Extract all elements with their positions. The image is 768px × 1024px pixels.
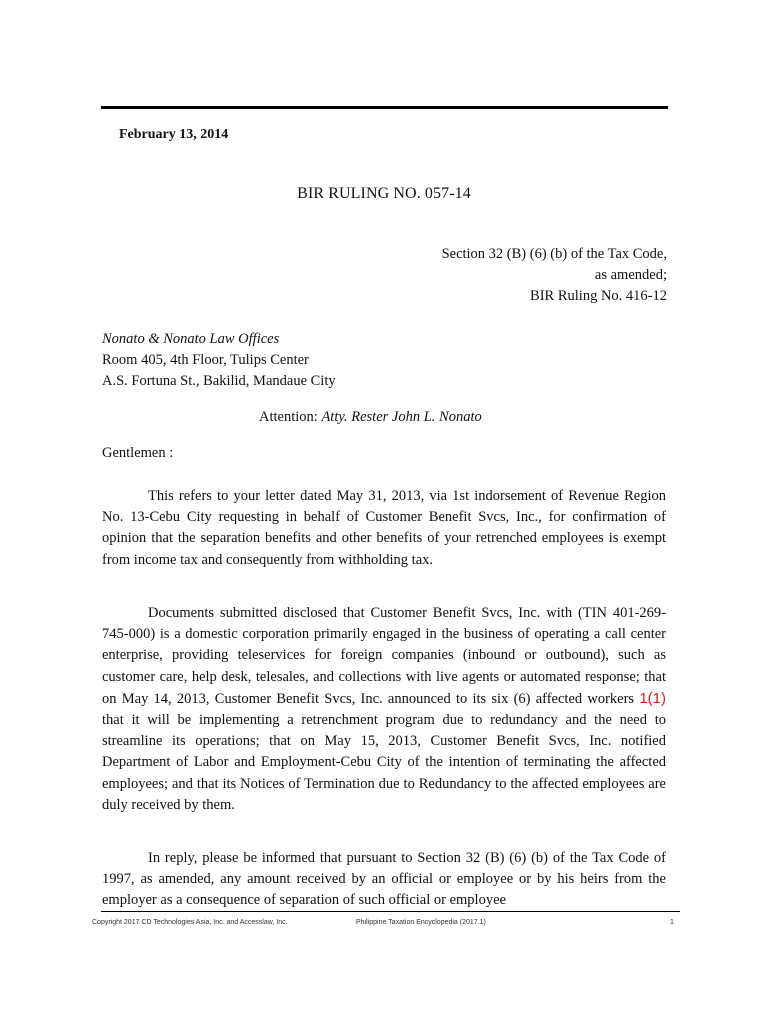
attention-line xyxy=(259,407,482,428)
attention-label: Attention: xyxy=(259,409,322,425)
footer-copyright: Copyright 2017 CD Technologies Asia, Inc. and Accesslaw, Inc. xyxy=(92,919,288,926)
subject-line: Section 32 (B) (6) (b) of the Tax Code, xyxy=(441,246,667,262)
subject-line: as amended; xyxy=(594,267,667,283)
ruling-date: February 13, 2014 xyxy=(119,127,229,142)
salutation: Gentlemen : xyxy=(102,445,174,461)
body-paragraph-3 xyxy=(102,848,666,912)
subject-reference xyxy=(267,244,667,307)
page-footer xyxy=(0,918,768,932)
ruling-title: BIR RULING NO. 057-14 xyxy=(297,185,471,202)
addressee-address-line: A.S. Fortuna St., Bakilid, Mandaue City xyxy=(102,373,336,389)
paragraph-text-part: that it will be implementing a retrenchment program due to redundancy and the need to streamline its operations; that on May 15, 2013, Customer Benefit Svcs, Inc. notified Department of Labor and Employment-Cebu City of the intention of terminating the affected employees; and that its Notices of Termination due to Redundancy to the affected employees are duly received by them. xyxy=(102,712,666,813)
footer-page-number: 1 xyxy=(670,919,674,926)
footer-publication: Philippine Taxation Encyclopedia (2017.1) xyxy=(356,919,486,926)
body-paragraph-1 xyxy=(102,486,666,571)
addressee-firm: Nonato & Nonato Law Offices xyxy=(102,331,280,347)
paragraph-text: This refers to your letter dated May 31, 2013, via 1st indorsement of Revenue Region No. 13-Cebu City requesting in behalf of Customer Benefit Svcs, Inc., for confirmation of opinion that the separation benefits and other benefits of your retrenched employees is exempt from income tax and consequently from withholding tax. xyxy=(102,488,666,568)
paragraph-text: In reply, please be informed that pursuant to Section 32 (B) (6) (b) of the Tax Code of 1997, as amended, any amount received by an official or employee or by his heirs from the employer as a consequence of separation of such official or employee xyxy=(102,850,666,909)
paragraph-text-part: Documents submitted disclosed that Customer Benefit Svcs, Inc. with (TIN 401-269-745-000) is a domestic corporation primarily engaged in the business of operating a call center enterprise, providing teleservices for foreign companies (inbound or outbound), such as customer care, help desk, telesales, and collections with live agents or automated response; that on May 14, 2013, Customer Benefit Svcs, Inc. announced to its six (6) affected workers xyxy=(102,605,666,707)
paragraph-text xyxy=(102,603,666,816)
header-rule xyxy=(101,106,668,109)
footer-rule xyxy=(101,911,680,912)
footnote-link[interactable]: 1(1) xyxy=(639,689,666,707)
body-paragraph-2 xyxy=(102,603,666,816)
addressee-block xyxy=(102,329,336,392)
subject-line: BIR Ruling No. 416-12 xyxy=(530,288,667,304)
addressee-address-line: Room 405, 4th Floor, Tulips Center xyxy=(102,352,309,368)
attention-name: Atty. Rester John L. Nonato xyxy=(321,409,482,425)
